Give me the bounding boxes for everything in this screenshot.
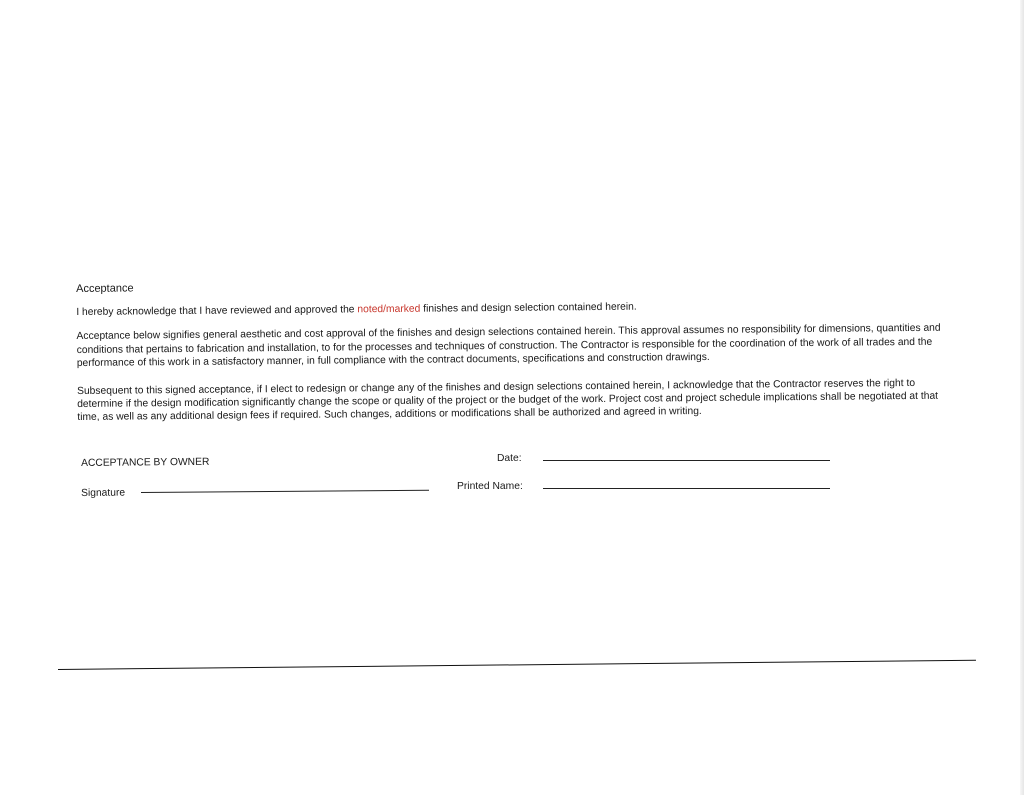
signature-line[interactable] xyxy=(141,490,429,493)
signature-label: Signature xyxy=(81,487,126,499)
changes-paragraph: Subsequent to this signed acceptance, if I elect to redesign or change any of the finishes and design selections contained herein, I acknowledge that the Contractor reserves the right to determine if the design modification significantly change the scope or quality of the project or the budget of the work. Project cost and project schedule implications shall be negotiated at that time, as well as any additional design fees if required. Such changes, additions or modifications shall be authorized and agreed in writing. xyxy=(77,377,939,424)
printed-name-line[interactable] xyxy=(543,488,830,489)
acknowledgement-after: finishes and design selection contained herein. xyxy=(420,301,637,315)
date-line[interactable] xyxy=(543,460,830,461)
noted-marked-highlight: noted/marked xyxy=(357,303,421,316)
acceptance-by-owner-heading: ACCEPTANCE BY OWNER xyxy=(81,456,210,469)
acknowledgement-before: I hereby acknowledge that I have reviewed and approved the xyxy=(76,304,358,318)
date-label: Date: xyxy=(497,453,522,464)
acceptance-section xyxy=(76,273,957,425)
approval-paragraph: Acceptance below signifies general aesthetic and cost approval of the finishes and design selections contained herein. This approval assumes no responsibility for dimensions, quantities and conditions that pertains to fabrication and installation, to for the processes and techniques of construction. The Contractor is responsible for the coordination of the work of all trades and the performance of this work in a satisfactory manner, in full compliance with the contract documents, specifications and construction drawings. xyxy=(76,323,941,370)
acceptance-heading: Acceptance xyxy=(76,282,134,295)
acknowledgement-text xyxy=(76,298,956,320)
bottom-divider xyxy=(58,660,976,670)
page-edge xyxy=(1020,0,1024,795)
printed-name-label: Printed Name: xyxy=(457,481,523,492)
